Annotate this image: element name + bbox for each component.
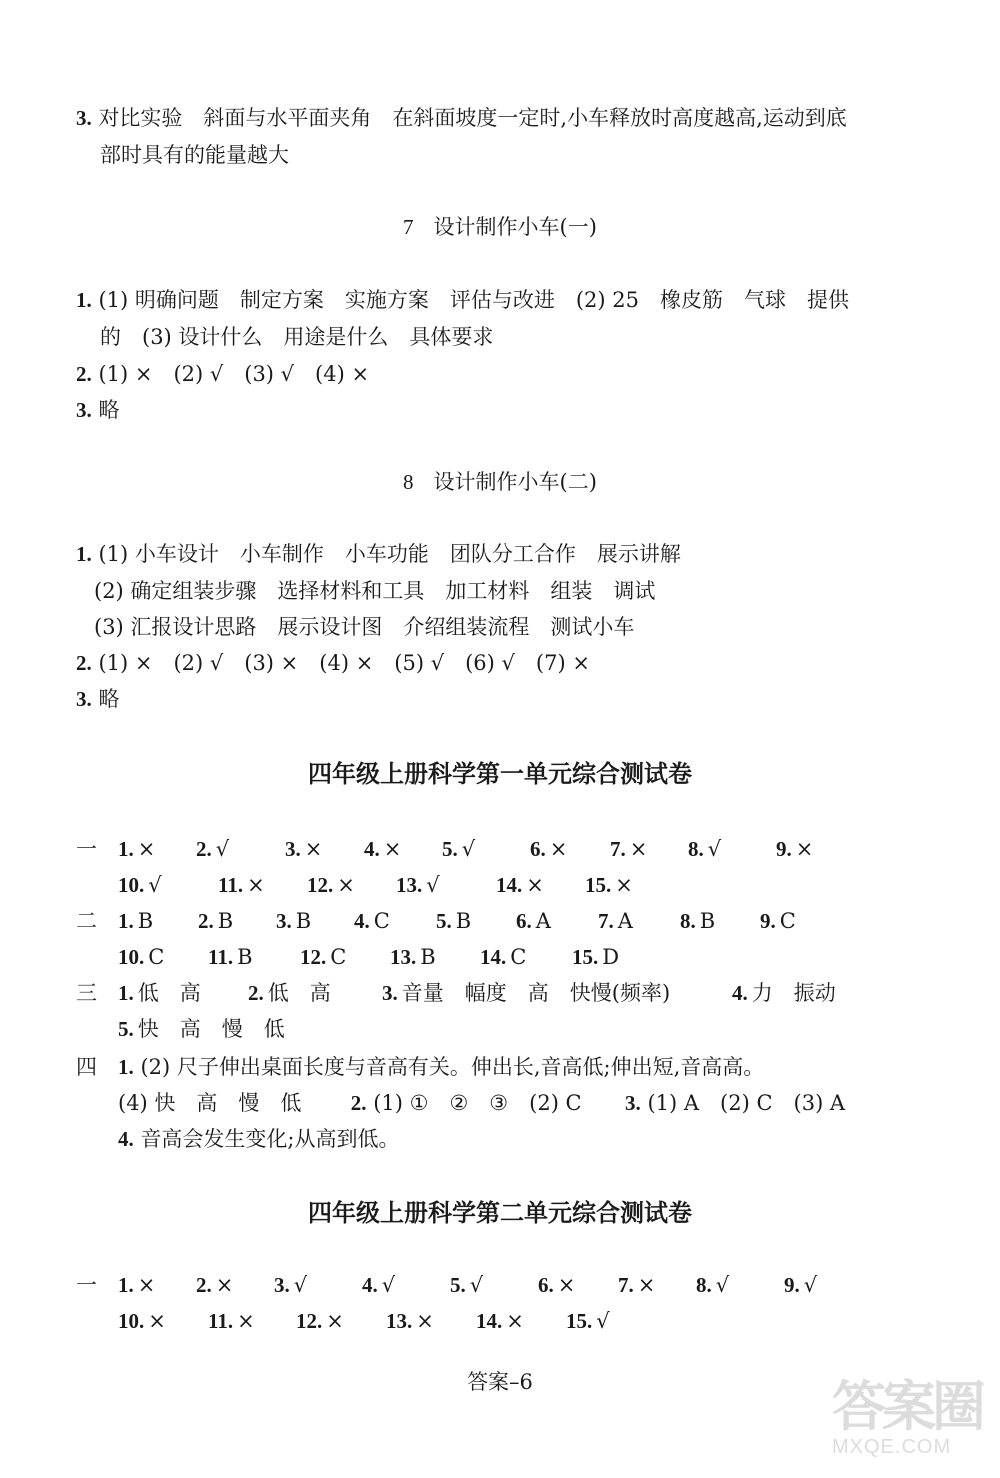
item-number: 4. (732, 981, 748, 1005)
item-answer: × (615, 873, 633, 897)
answer-item (307, 870, 355, 900)
item-answer: A (535, 909, 551, 933)
answer-text: (1) × (2) √ (3) √ (4) × (98, 362, 370, 386)
item-answer: × (237, 1309, 255, 1333)
item-number: 12. (300, 945, 327, 969)
item-answer: √ (293, 1273, 308, 1297)
item-answer: × (337, 873, 355, 897)
section-label: 四 (76, 1055, 97, 1079)
item-number: 7. (598, 909, 614, 933)
item-answer: √ (469, 1273, 484, 1297)
item-answer: C (148, 945, 165, 969)
item-number: 11. (218, 873, 244, 897)
answer-item (396, 870, 440, 900)
item-answer: √ (715, 1273, 730, 1297)
test2-title: 四年级上册科学第二单元综合测试卷 (308, 1198, 692, 1227)
answer-item (784, 1270, 817, 1300)
item-number: 6. (530, 837, 546, 861)
item-number: 9. (776, 837, 792, 861)
answer-item (776, 834, 813, 864)
item-number: 10. (118, 945, 145, 969)
answer-item (118, 1014, 285, 1044)
answer-item (362, 1270, 395, 1300)
item-number: 4. (364, 837, 380, 861)
answer-item (196, 1270, 233, 1300)
answer-item (390, 942, 436, 972)
t1-s4-line3 (118, 1124, 400, 1154)
section-label: 一 (76, 1273, 97, 1297)
answer-item (276, 906, 311, 936)
item-number: 13. (390, 945, 417, 969)
item-number: 10. (118, 873, 145, 897)
item-answer: B (237, 945, 253, 969)
item-number: 13. (386, 1309, 413, 1333)
t1-s4-line1 (118, 1052, 764, 1082)
answer-item (386, 1306, 434, 1336)
item-number: 12. (296, 1309, 323, 1333)
question-number: 2. (76, 362, 92, 386)
item-answer: √ (215, 837, 230, 861)
answer-item (598, 906, 633, 936)
lesson-number: 7 (403, 215, 414, 239)
item-answer: 力 振动 (751, 981, 836, 1005)
item-number: 8. (680, 909, 696, 933)
answer-item (610, 834, 647, 864)
answer-item (208, 1306, 255, 1336)
answer-item (516, 906, 551, 936)
answer-item (538, 1270, 575, 1300)
item-answer: D (602, 945, 620, 969)
l8-q1-line3: (3) 汇报设计思路 展示设计图 介绍组装流程 测试小车 (94, 615, 635, 639)
item-answer: B (137, 909, 154, 933)
section-label: 一 (76, 837, 97, 861)
item-answer: × (526, 873, 544, 897)
item-number: 3. (285, 837, 301, 861)
answer-item (732, 978, 836, 1008)
question-number: 1. (76, 288, 92, 312)
item-answer: √ (803, 1273, 818, 1297)
answer-item (476, 1306, 524, 1336)
item-number: 4. (362, 1273, 378, 1297)
item-answer: 低 高 (267, 981, 331, 1005)
answer-item (496, 870, 544, 900)
item-number: 1. (118, 837, 134, 861)
item-answer: B (455, 909, 472, 933)
watermark-text: 答案圈 (832, 1374, 982, 1438)
question-number: 3. (625, 1091, 641, 1115)
answer-item (696, 1270, 729, 1300)
item-answer: √ (381, 1273, 396, 1297)
item-answer: × (629, 837, 648, 861)
question-number: 2. (350, 1091, 367, 1115)
answer-text: (1) × (2) √ (3) × (4) × (5) √ (6) √ (7) × (98, 651, 590, 675)
answer-item (442, 834, 475, 864)
item-number: 6. (516, 909, 532, 933)
item-number: 15. (585, 873, 612, 897)
l7-q1-line2: 的 (3) 设计什么 用途是什么 具体要求 (100, 325, 494, 349)
answer-item (196, 834, 229, 864)
answer-item (688, 834, 721, 864)
answer-item (208, 942, 253, 972)
answer-text: (2) 尺子伸出桌面长度与音高有关。伸出长,音高低;伸出短,音高高。 (140, 1055, 765, 1079)
item-number: 14. (496, 873, 523, 897)
item-answer: √ (461, 837, 476, 861)
item-number: 6. (538, 1273, 554, 1297)
item-number: 8. (688, 837, 704, 861)
item-answer: C (373, 909, 390, 933)
item-number: 14. (476, 1309, 503, 1333)
answer-item (118, 906, 153, 936)
item-number: 1. (118, 909, 134, 933)
answer-item (118, 870, 162, 900)
item-answer: 音量 幅度 高 快慢(频率) (401, 981, 671, 1005)
question-number: 3. (76, 106, 92, 130)
item-answer: C (510, 945, 527, 969)
item-number: 12. (307, 873, 334, 897)
item-answer: 低 高 (137, 981, 201, 1005)
lesson-title-text: 设计制作小车(二) (433, 470, 597, 494)
item-answer: × (304, 837, 323, 861)
lesson8-title (0, 467, 1000, 497)
item-answer: C (330, 945, 347, 969)
item-number: 9. (760, 909, 776, 933)
l8-q1-line2: (2) 确定组装步骤 选择材料和工具 加工材料 组装 调试 (94, 579, 656, 603)
item-number: 2. (196, 1273, 212, 1297)
question-number: 2. (76, 651, 92, 675)
item-number: 7. (618, 1273, 634, 1297)
item-number: 9. (784, 1273, 800, 1297)
answer-item (118, 978, 201, 1008)
item-answer: A (617, 909, 633, 933)
answer-item (300, 942, 346, 972)
answer-item (118, 942, 164, 972)
question-number: 3. (76, 687, 92, 711)
test1-title: 四年级上册科学第一单元综合测试卷 (308, 759, 692, 788)
section-label: 二 (76, 909, 97, 933)
answer-item (285, 834, 322, 864)
item-answer: B (217, 909, 234, 933)
l7-q3 (76, 395, 119, 425)
t1-s4-line2 (118, 1088, 845, 1118)
answer-item (618, 1270, 655, 1300)
item-answer: × (416, 1309, 434, 1333)
item-number: 10. (118, 1309, 145, 1333)
answer-text: (1) A (2) C (3) A (647, 1091, 846, 1115)
answer-item (274, 1270, 307, 1300)
question-number: 4. (118, 1127, 134, 1151)
answer-text: (1) ① ② ③ (2) C (373, 1091, 582, 1115)
q3-line2: 部时具有的能量越大 (100, 143, 289, 167)
answer-text: 音高会发生变化;从高到低。 (140, 1127, 400, 1151)
item-number: 5. (442, 837, 458, 861)
item-number: 4. (354, 909, 370, 933)
item-number: 3. (276, 909, 292, 933)
l7-q2 (76, 359, 369, 389)
item-number: 2. (196, 837, 212, 861)
item-answer: × (795, 837, 814, 861)
answer-item (118, 1270, 155, 1300)
lesson-number: 8 (403, 470, 414, 494)
item-answer: B (420, 945, 436, 969)
item-number: 13. (396, 873, 423, 897)
answer-text: (1) 小车设计 小车制作 小车功能 团队分工合作 展示讲解 (98, 542, 681, 566)
item-answer: B (699, 909, 716, 933)
item-number: 1. (118, 1273, 134, 1297)
answer-item (118, 834, 155, 864)
answer-text: 略 (98, 687, 120, 711)
answer-item (198, 906, 233, 936)
item-answer: √ (426, 873, 440, 897)
item-answer: B (295, 909, 312, 933)
item-number: 5. (436, 909, 452, 933)
answer-item (760, 906, 796, 936)
answer-text: (1) 明确问题 制定方案 实施方案 评估与改进 (2) 25 橡皮筋 气球 提供 (98, 288, 850, 312)
item-number: 15. (572, 945, 599, 969)
question-number: 3. (76, 398, 92, 422)
item-answer: × (137, 837, 156, 861)
answer-item (354, 906, 390, 936)
answer-item (296, 1306, 344, 1336)
l8-q3 (76, 684, 119, 714)
answer-item (572, 942, 619, 972)
item-number: 2. (248, 981, 264, 1005)
item-number: 7. (610, 837, 626, 861)
answer-text: 对比实验 斜面与水平面夹角 在斜面坡度一定时,小车释放时高度越高,运动到底 (98, 106, 847, 130)
answer-item (680, 906, 715, 936)
item-answer: × (383, 837, 402, 861)
item-number: 3. (382, 981, 398, 1005)
answer-item (436, 906, 471, 936)
item-answer: × (148, 1309, 166, 1333)
watermark-url: MXQE.COM (832, 1436, 952, 1458)
item-answer: × (637, 1273, 656, 1297)
item-number: 5. (118, 1017, 134, 1041)
lesson7-title (0, 212, 1000, 242)
answer-item (480, 942, 526, 972)
item-answer: √ (707, 837, 722, 861)
question-number: 1. (118, 1055, 134, 1079)
item-number: 14. (480, 945, 507, 969)
answer-item (566, 1306, 610, 1336)
item-number: 8. (696, 1273, 712, 1297)
section-label: 三 (76, 981, 97, 1005)
item-answer: √ (148, 873, 162, 897)
item-number: 15. (566, 1309, 593, 1333)
answer-item (585, 870, 633, 900)
answer-item (218, 870, 265, 900)
item-number: 2. (198, 909, 214, 933)
answer-item (450, 1270, 483, 1300)
question-number: 1. (76, 542, 92, 566)
answer-item (382, 978, 670, 1008)
item-number: 11. (208, 1309, 234, 1333)
answer-text: 略 (98, 398, 120, 422)
answer-item (530, 834, 567, 864)
answer-item (364, 834, 401, 864)
item-number: 3. (274, 1273, 290, 1297)
item-answer: × (215, 1273, 234, 1297)
item-number: 11. (208, 945, 234, 969)
item-number: 1. (118, 981, 134, 1005)
item-answer: √ (596, 1309, 610, 1333)
answer-text: (4) 快 高 慢 低 (118, 1091, 302, 1115)
item-answer: C (779, 909, 796, 933)
item-answer: 快 高 慢 低 (137, 1017, 285, 1041)
item-number: 5. (450, 1273, 466, 1297)
item-answer: × (247, 873, 265, 897)
page-number: 答案–6 (467, 1370, 533, 1394)
watermark-logo (832, 1376, 982, 1466)
l8-q2 (76, 648, 590, 678)
lesson-title-text: 设计制作小车(一) (433, 215, 597, 239)
item-answer: × (137, 1273, 156, 1297)
answer-item (118, 1306, 166, 1336)
item-answer: × (557, 1273, 576, 1297)
l7-q1-line1 (76, 285, 849, 315)
item-answer: × (326, 1309, 344, 1333)
q3-line1 (76, 103, 847, 133)
l8-q1-line1 (76, 539, 681, 569)
answer-item (248, 978, 331, 1008)
item-answer: × (549, 837, 568, 861)
item-answer: × (506, 1309, 524, 1333)
